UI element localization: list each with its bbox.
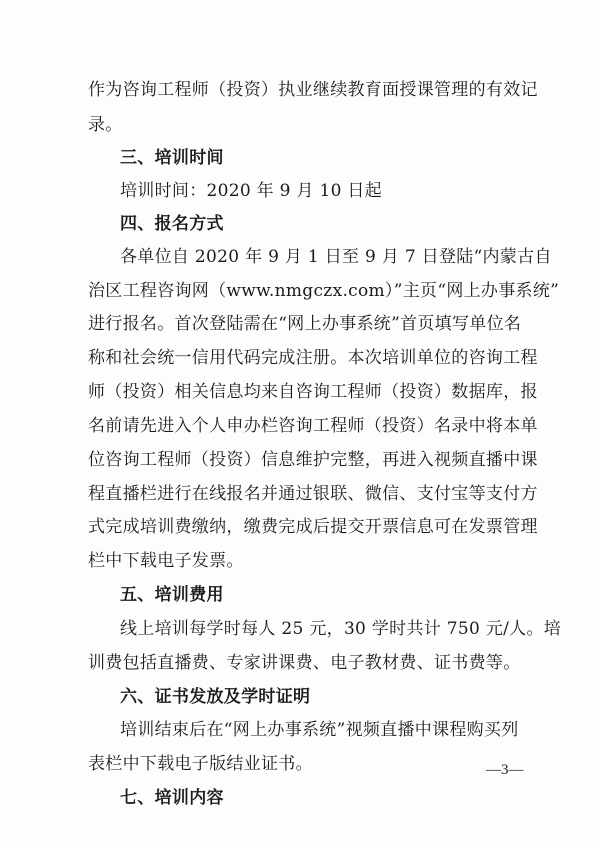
paragraph-line: 作为咨询工程师（投资）执业继续教育面授课管理的有效记 <box>88 80 538 100</box>
section-heading-training-content: 七、培训内容 <box>120 788 224 808</box>
paragraph-line: 培训时间：2020 年 9 月 10 日起 <box>120 181 383 201</box>
section-heading-training-time: 三、培训时间 <box>120 148 224 168</box>
section-heading-training-fee: 五、培训费用 <box>120 585 224 605</box>
page-number: —3— <box>486 762 524 778</box>
paragraph-line: 位咨询工程师（投资）信息维护完整，再进入视频直播中课 <box>88 450 538 470</box>
paragraph-line: 名前请先进入个人申办栏咨询工程师（投资）名录中将本单 <box>88 416 538 436</box>
paragraph-line: 表栏中下载电子版结业证书。 <box>88 754 313 774</box>
paragraph-line: 录。 <box>88 115 123 135</box>
section-heading-registration: 四、报名方式 <box>120 214 224 234</box>
paragraph-line: 进行报名。首次登陆需在“网上办事系统”首页填写单位名 <box>88 314 522 334</box>
paragraph-line: 栏中下载电子发票。 <box>88 551 244 571</box>
paragraph-line: 称和社会统一信用代码完成注册。本次培训单位的咨询工程 <box>88 348 538 368</box>
paragraph-line: 治区工程咨询网（www.nmgczx.com）”主页“网上办事系统” <box>88 281 560 301</box>
paragraph-line: 培训结束后在“网上办事系统”视频直播中课程购买列 <box>120 720 519 740</box>
paragraph-line: 训费包括直播费、专家讲课费、电子教材费、证书费等。 <box>88 653 521 673</box>
paragraph-line: 程直播栏进行在线报名并通过银联、微信、支付宝等支付方 <box>88 484 538 504</box>
section-heading-certificate: 六、证书发放及学时证明 <box>120 687 311 707</box>
paragraph-line: 式完成培训费缴纳，缴费完成后提交开票信息可在发票管理 <box>88 517 538 537</box>
paragraph-line: 各单位自 2020 年 9 月 1 日至 9 月 7 日登陆“内蒙古自 <box>120 247 552 267</box>
paragraph-line: 线上培训每学时每人 25 元，30 学时共计 750 元/人。培 <box>120 619 562 639</box>
paragraph-line: 师（投资）相关信息均来自咨询工程师（投资）数据库，报 <box>88 382 538 402</box>
